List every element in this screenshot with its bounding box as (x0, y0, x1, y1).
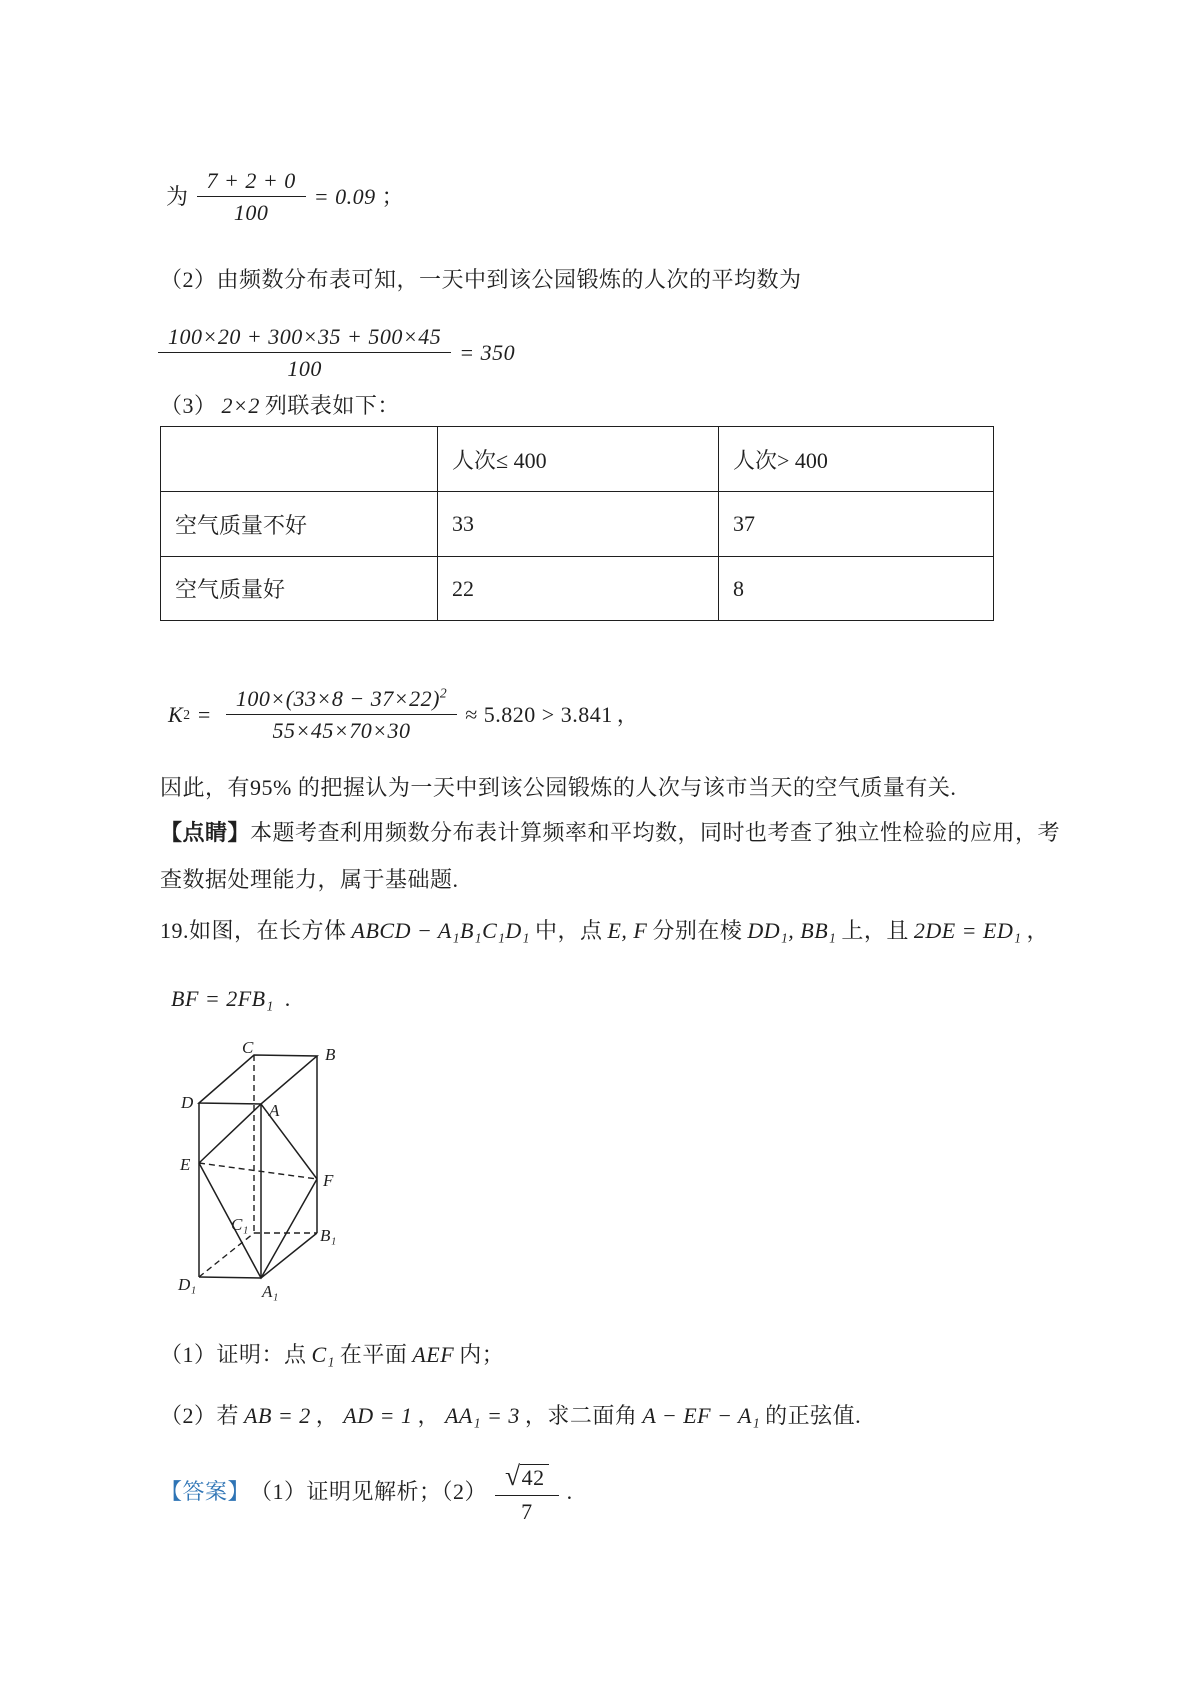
text-segment: 中，点 (534, 918, 603, 943)
vertex-label-B1: B₁ (320, 1226, 337, 1245)
answer-suffix: . (566, 1478, 573, 1504)
figure-solid-edges (199, 1055, 317, 1278)
formula-result: = 0.09 (313, 183, 376, 209)
table-cell: 空气质量好 (161, 557, 438, 621)
text-segment: ，求二面角 (524, 1403, 638, 1428)
vertex-label-A1: A₁ (262, 1282, 279, 1301)
table-cell: 33 (438, 492, 719, 557)
numerator-exponent: 2 (439, 685, 448, 701)
table-cell: 37 (719, 492, 994, 557)
text-segment: （2）若 (160, 1403, 240, 1428)
equals-sign: = (196, 701, 212, 727)
vertex-label-D: D (181, 1093, 194, 1112)
text-segment: ， (1026, 918, 1049, 943)
average-intro-text: （2）由频数分布表可知，一天中到该公园锻炼的人次的平均数为 (160, 267, 802, 292)
contingency-intro (160, 392, 400, 421)
fraction (197, 168, 306, 226)
remark-label: 【点睛】 (160, 820, 251, 845)
text-segment: （1）证明：点 (160, 1342, 307, 1367)
fraction-numerator (226, 686, 457, 715)
math-segment: AB = 2 (244, 1403, 311, 1428)
fraction-denominator: 100 (287, 356, 322, 382)
text-segment: 在平面 (339, 1342, 408, 1367)
vertex-label-D1: D₁ (178, 1275, 197, 1294)
fraction-numerator: 7 + 2 + 0 (197, 168, 306, 197)
k-symbol: K (168, 701, 184, 727)
conclusion-text: 因此，有95% 的把握认为一天中到该公园锻炼的人次与该市当天的空气质量有关. (160, 775, 957, 800)
remark-line-1 (160, 819, 1060, 848)
math-segment: 2×2 (221, 393, 260, 418)
text-segment: （3） (160, 393, 217, 418)
text-segment: 列联表如下： (264, 393, 400, 418)
math-segment: 2DE = ED₁ (913, 918, 1022, 943)
vertex-label-F: F (323, 1171, 334, 1190)
text-segment: 的正弦值. (765, 1403, 862, 1428)
sqrt-radicand: 42 (520, 1464, 549, 1490)
vertex-label-C: C (242, 1040, 254, 1057)
math-segment: A − EF − A₁ (642, 1403, 761, 1428)
text-segment: ， (417, 1403, 440, 1428)
math-segment: AA₁ = 3 (444, 1403, 520, 1428)
question19-intro-line1 (160, 917, 1049, 946)
table-header-cell: 人次> 400 (719, 427, 994, 492)
fraction (226, 686, 457, 744)
text-segment: ， (315, 1403, 339, 1428)
table-cell: 22 (438, 557, 719, 621)
table-cell: 空气质量不好 (161, 492, 438, 557)
contingency-table (160, 426, 994, 621)
formula-k-squared: K 2 = $\frac{100\times(33\times 8 - 37\times 22)^2}{55\times 45\times 70\times 30}$ ≈ 5.820 > 3.841 ， (168, 685, 640, 744)
fraction (158, 324, 451, 382)
math-segment: C₁ (311, 1342, 335, 1367)
table-header-cell: 人次≤ 400 (438, 427, 719, 492)
formula-punct: ， (616, 701, 640, 727)
table-row (161, 492, 994, 557)
math-segment: DD₁, BB₁ (747, 918, 837, 943)
vertex-label-E: E (180, 1155, 191, 1174)
text-segment: . (278, 986, 291, 1011)
fraction (495, 1460, 559, 1524)
text-segment: 19.如图，在长方体 (160, 918, 347, 943)
formula-result: ≈ 5.820 > 3.841 (465, 701, 613, 727)
formula-result: = 350 (459, 339, 516, 365)
table-row (161, 557, 994, 621)
vertex-label-C1: C₁ (231, 1215, 249, 1234)
numerator-text: 100×(33×8 − 37×22) (235, 686, 440, 711)
question19-part2 (160, 1402, 861, 1431)
table-cell: 8 (719, 557, 994, 621)
math-segment: AEF (412, 1342, 455, 1367)
answer-label: 【答案】 (160, 1478, 251, 1504)
math-segment: BF = 2FB₁ (171, 986, 274, 1011)
answer-line (160, 1460, 573, 1524)
text-segment: 内； (459, 1342, 505, 1367)
text-segment: 分别在棱 (652, 918, 743, 943)
vertex-label-B: B (325, 1045, 336, 1064)
remark-line-2: 查数据处理能力，属于基础题. (160, 867, 459, 892)
formula-punct: ； (381, 183, 405, 209)
math-segment: E, F (607, 918, 648, 943)
formula-average (158, 324, 515, 382)
answer-pre-text: （1）证明见解析；（2） (250, 1478, 488, 1504)
formula-prefix: 为 (166, 183, 189, 209)
sqrt-expression (495, 1460, 559, 1496)
formula-frequency (166, 168, 404, 226)
cuboid-figure (165, 1040, 355, 1308)
radical-sign: √ (505, 1460, 521, 1491)
fraction-denominator: 55×45×70×30 (272, 718, 411, 744)
question19-intro-line2 (166, 985, 291, 1014)
fraction-numerator: 100×20 + 300×35 + 500×45 (158, 324, 451, 353)
vertex-label-A: A (269, 1101, 280, 1120)
math-segment: AD = 1 (343, 1403, 413, 1428)
fraction-denominator: 7 (521, 1498, 533, 1524)
table-header-cell (161, 427, 438, 492)
fraction-denominator: 100 (233, 200, 269, 226)
math-segment: ABCD − A₁B₁C₁D₁ (351, 918, 530, 943)
question19-part1 (160, 1341, 504, 1370)
table-header-row (161, 427, 994, 492)
remark-text: 本题考查利用频数分布表计算频率和平均数，同时也考查了独立性检验的应用，考 (250, 820, 1061, 845)
text-segment: 上，且 (841, 918, 909, 943)
